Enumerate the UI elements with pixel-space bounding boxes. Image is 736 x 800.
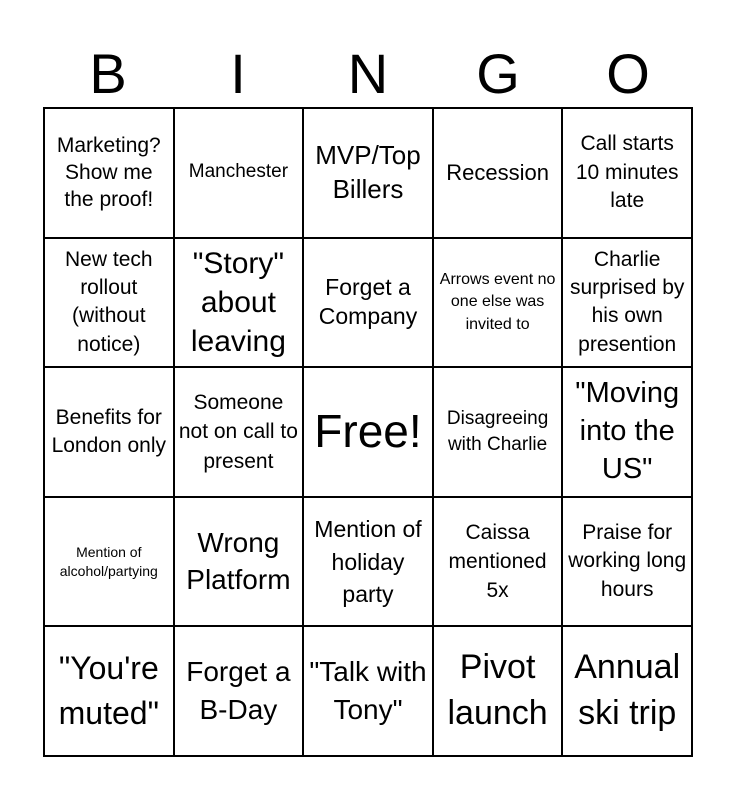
bingo-cell[interactable] (303, 497, 433, 627)
bingo-cell[interactable] (174, 108, 304, 238)
bingo-cell[interactable] (174, 497, 304, 627)
bingo-cell[interactable] (433, 626, 563, 756)
bingo-cell-text: New tech rollout (without notice) (65, 247, 153, 356)
bingo-cell[interactable] (44, 108, 174, 238)
bingo-cell-text: Caissa mentioned 5x (448, 520, 547, 603)
bingo-cell-text: Charlie surprised by his own presention (570, 247, 685, 356)
bingo-cell-text: Recession (446, 159, 549, 185)
bingo-cell[interactable] (174, 238, 304, 368)
bingo-cell-text: Disagreeing with Charlie (446, 408, 549, 455)
header-letter-g: G (476, 42, 520, 105)
bingo-cell[interactable] (44, 626, 174, 756)
bingo-cell[interactable] (562, 238, 692, 368)
bingo-cell-text: Wrong Platform (186, 527, 291, 595)
bingo-cell[interactable] (174, 626, 304, 756)
bingo-cell[interactable] (303, 238, 433, 368)
bingo-cell-text: Arrows event no one else was invited to (439, 270, 556, 333)
bingo-cell[interactable] (433, 367, 563, 497)
header-letter-n: N (347, 42, 389, 105)
bingo-cell-text: Praise for working long hours (568, 521, 687, 601)
bingo-cell-text: Pivot launch (447, 648, 548, 733)
bingo-cell[interactable] (303, 108, 433, 238)
bingo-cell-text: Someone not on call to present (178, 390, 298, 473)
bingo-cell-text: Annual ski trip (574, 648, 681, 733)
bingo-cell[interactable] (562, 497, 692, 627)
bingo-cell-text: "Story" about leaving (190, 246, 286, 358)
header-letter-b: B (89, 42, 127, 105)
bingo-cell-text: Forget a B-Day (186, 656, 291, 726)
bingo-cell[interactable] (562, 626, 692, 756)
free-space-cell[interactable] (303, 367, 433, 497)
bingo-cell[interactable] (433, 238, 563, 368)
bingo-cell[interactable] (174, 367, 304, 497)
bingo-cell-text: Benefits for London only (51, 405, 167, 457)
bingo-grid (43, 107, 693, 757)
bingo-cell-text: "Moving into the US" (575, 377, 680, 485)
bingo-cell-text: Forget a Company (318, 273, 418, 330)
bingo-cell-text: Free! (314, 405, 422, 458)
bingo-cell[interactable] (44, 497, 174, 627)
bingo-cell[interactable] (433, 497, 563, 627)
bingo-cell-text: Marketing? Show me the proof! (56, 133, 161, 212)
bingo-cell-text: Call starts 10 minutes late (575, 132, 679, 212)
bingo-cell-text: Mention of holiday party (314, 516, 422, 607)
header-letter-i: I (230, 42, 246, 105)
bingo-cell[interactable] (562, 367, 692, 497)
bingo-cell[interactable] (433, 108, 563, 238)
bingo-cell[interactable] (44, 367, 174, 497)
bingo-cell-text: Mention of alcohol/partying (59, 544, 158, 579)
bingo-header (43, 40, 693, 108)
bingo-cell-text: "You're muted" (58, 650, 159, 732)
header-letter-o: O (606, 42, 650, 105)
bingo-cell-text: Manchester (188, 161, 289, 183)
bingo-cell-text: MVP/Top Billers (315, 140, 421, 204)
bingo-cell-text: "Talk with Tony" (309, 656, 427, 726)
bingo-cell[interactable] (303, 626, 433, 756)
bingo-cell[interactable] (562, 108, 692, 238)
bingo-cell[interactable] (44, 238, 174, 368)
